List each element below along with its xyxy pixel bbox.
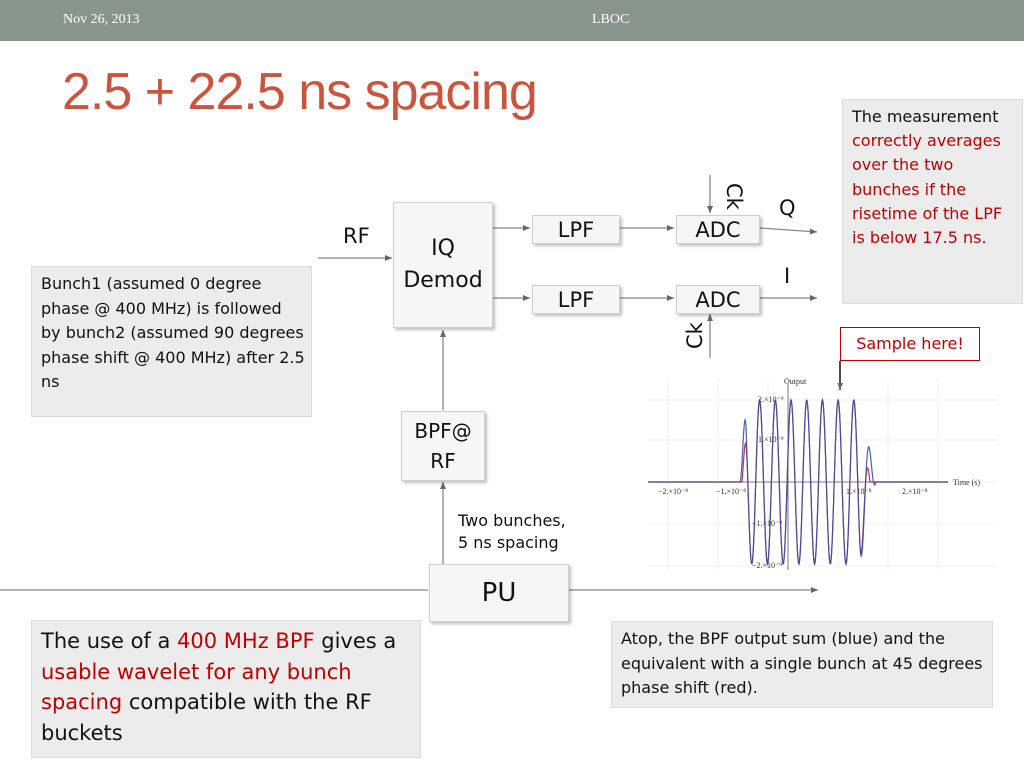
- q-output-label: Q: [779, 196, 796, 220]
- plot-xtick-1: −2.×10⁻⁸: [658, 487, 689, 496]
- two-bunches-line-1: Two bunches,: [458, 511, 566, 530]
- bunch-note: [31, 266, 312, 417]
- ck-bottom-label: Ck: [683, 322, 707, 349]
- bpf-note-text-2: gives a: [314, 629, 397, 653]
- adc-to-q-wire: [760, 228, 817, 232]
- adc-bottom-label: ADC: [695, 287, 741, 312]
- bpf-note-highlight-2: usable wavelet for any bunch spacing: [41, 659, 352, 714]
- bunch-note-text: Bunch1 (assumed 0 degree phase @ 400 MHz) is followed by bunch2 (assumed 90 degrees phase shift @ 400 MHz) after 2.5 ns: [41, 274, 305, 391]
- atop-note-text: Atop, the BPF output sum (blue) and the equivalent with a single bunch at 45 degrees phase shift (red).: [621, 629, 983, 697]
- lpf-top-label: LPF: [557, 217, 595, 242]
- sample-here-box: [840, 327, 980, 361]
- output-plot: [648, 378, 998, 570]
- header-date: Nov 26, 2013: [63, 12, 140, 27]
- header-center-label: LBOC: [592, 12, 630, 27]
- plot-xtick-3: 1.×10⁻⁸: [846, 487, 872, 496]
- i-output-label: I: [784, 264, 791, 288]
- plot-ytick-4: −2.×10⁻⁹: [752, 561, 783, 570]
- two-bunches-line-2: 5 ns spacing: [458, 533, 559, 552]
- measurement-note-lead: The measurement: [852, 107, 999, 126]
- bpf-note-text-1: The use of a: [41, 629, 178, 653]
- lpf-bottom-label: LPF: [557, 287, 595, 312]
- adc-top-label: ADC: [695, 217, 741, 242]
- iq-demod-label-1: IQ: [431, 236, 455, 261]
- atop-note: [611, 621, 993, 708]
- iq-demod-block: [393, 202, 493, 328]
- measurement-note: [842, 99, 1023, 304]
- plot-ytick-3: −1.×10⁻⁹: [752, 519, 783, 528]
- bpf-note-text-3: compatible with the RF buckets: [41, 690, 372, 745]
- iq-demod-label-2: Demod: [403, 268, 483, 293]
- measurement-note-highlight: correctly averages over the two bunches if the risetime of the LPF is below 17.5 ns.: [852, 131, 1003, 248]
- adc-bottom-block: [676, 285, 760, 314]
- slide-title: 2.5 + 22.5 ns spacing: [62, 63, 537, 121]
- bpf-label-1: BPF@: [414, 419, 472, 443]
- header-bar: [0, 0, 1024, 41]
- pu-block: [429, 564, 569, 622]
- rf-label: RF: [343, 224, 370, 248]
- two-bunches-label: [458, 510, 566, 554]
- ck-top-label: Ck: [722, 183, 746, 210]
- plot-xtick-2: −1.×10⁻⁸: [716, 487, 747, 496]
- pu-label: PU: [481, 578, 517, 608]
- lpf-bottom-block: [532, 285, 620, 314]
- plot-xtick-4: 2.×10⁻⁸: [902, 487, 928, 496]
- plot-title: Output: [784, 378, 807, 386]
- lpf-top-block: [532, 215, 620, 244]
- plot-ytick-2: 1.×10⁻⁹: [758, 435, 784, 444]
- bpf-label-2: RF: [430, 449, 456, 473]
- bpf-conclusion-note: [31, 620, 421, 758]
- bpf-block: [401, 411, 485, 481]
- plot-ytick-1: 2.×10⁻⁹: [758, 395, 784, 404]
- plot-xlabel: Time (s): [953, 478, 981, 487]
- sample-here-label: Sample here!: [856, 334, 964, 353]
- adc-top-block: [676, 215, 760, 244]
- bpf-note-highlight-1: 400 MHz BPF: [177, 629, 315, 653]
